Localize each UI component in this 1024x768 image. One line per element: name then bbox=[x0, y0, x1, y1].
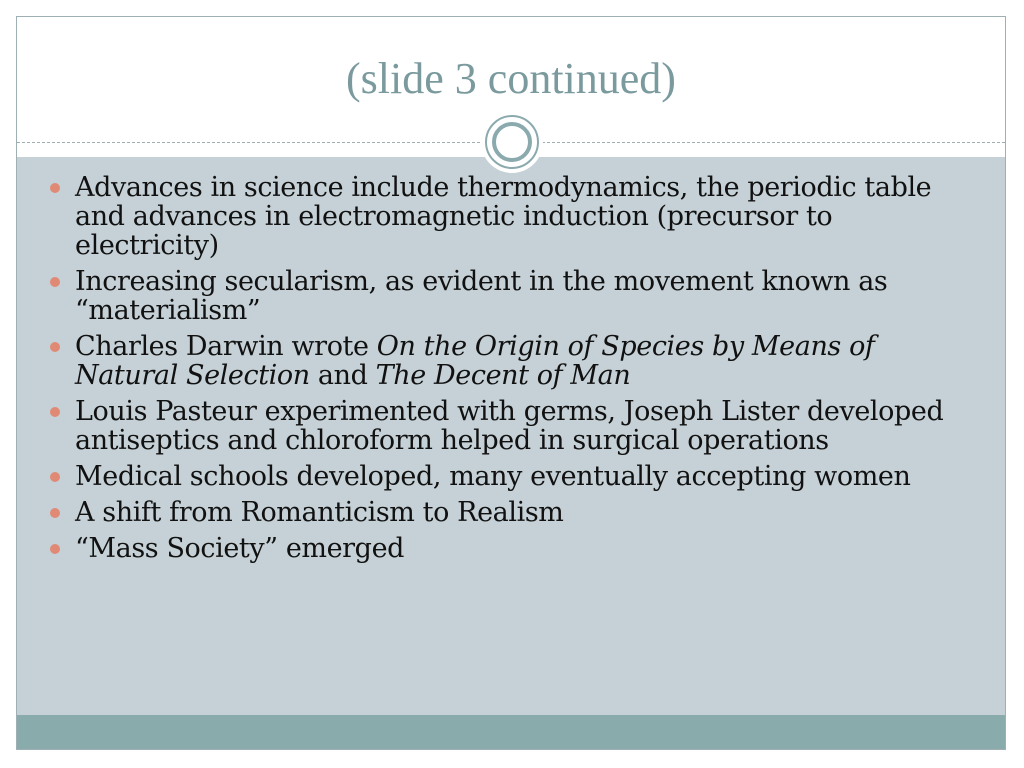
bullet-dot-icon bbox=[50, 544, 60, 554]
footer-band bbox=[17, 715, 1005, 749]
circle-ornament-icon bbox=[485, 115, 539, 169]
bullet-dot-icon bbox=[50, 342, 60, 352]
bullet-text: A shift from Romanticism to Realism bbox=[75, 497, 564, 528]
bullet-dot-icon bbox=[50, 472, 60, 482]
bullet-text: Advances in science include thermodynamics, the periodic table and advances in electromagnetic induction (precursor to electricity) bbox=[75, 172, 932, 261]
bullet-item bbox=[49, 498, 969, 527]
content-area bbox=[17, 157, 1005, 717]
bullet-dot-icon bbox=[50, 277, 60, 287]
bullet-text: Louis Pasteur experimented with germs, Joseph Lister developed antiseptics and chloroform helped in surgical operations bbox=[75, 396, 944, 456]
bullet-text: Increasing secularism, as evident in the movement known as “materialism” bbox=[75, 266, 888, 326]
bullet-dot-icon bbox=[50, 407, 60, 417]
bullet-text: “Mass Society” emerged bbox=[75, 533, 405, 564]
bullet-list bbox=[49, 173, 969, 570]
slide-frame bbox=[16, 16, 1006, 750]
bullet-text-part: Charles Darwin wrote bbox=[75, 331, 377, 362]
bullet-item bbox=[49, 267, 969, 325]
book-title-decent-of-man: The Decent of Man bbox=[375, 360, 631, 391]
bullet-item bbox=[49, 173, 969, 260]
bullet-text-part: and bbox=[309, 360, 376, 391]
bullet-dot-icon bbox=[50, 508, 60, 518]
bullet-item bbox=[49, 534, 969, 563]
bullet-text: Medical schools developed, many eventually accepting women bbox=[75, 461, 911, 492]
slide-title: (slide 3 continued) bbox=[346, 54, 676, 103]
bullet-item bbox=[49, 397, 969, 455]
bullet-item bbox=[49, 462, 969, 491]
book-title-origin-of-species: On the Origin of Species by Means of Natural Selection bbox=[75, 331, 875, 391]
circle-ornament-inner bbox=[492, 122, 532, 162]
bullet-dot-icon bbox=[50, 183, 60, 193]
bullet-item bbox=[49, 332, 969, 390]
